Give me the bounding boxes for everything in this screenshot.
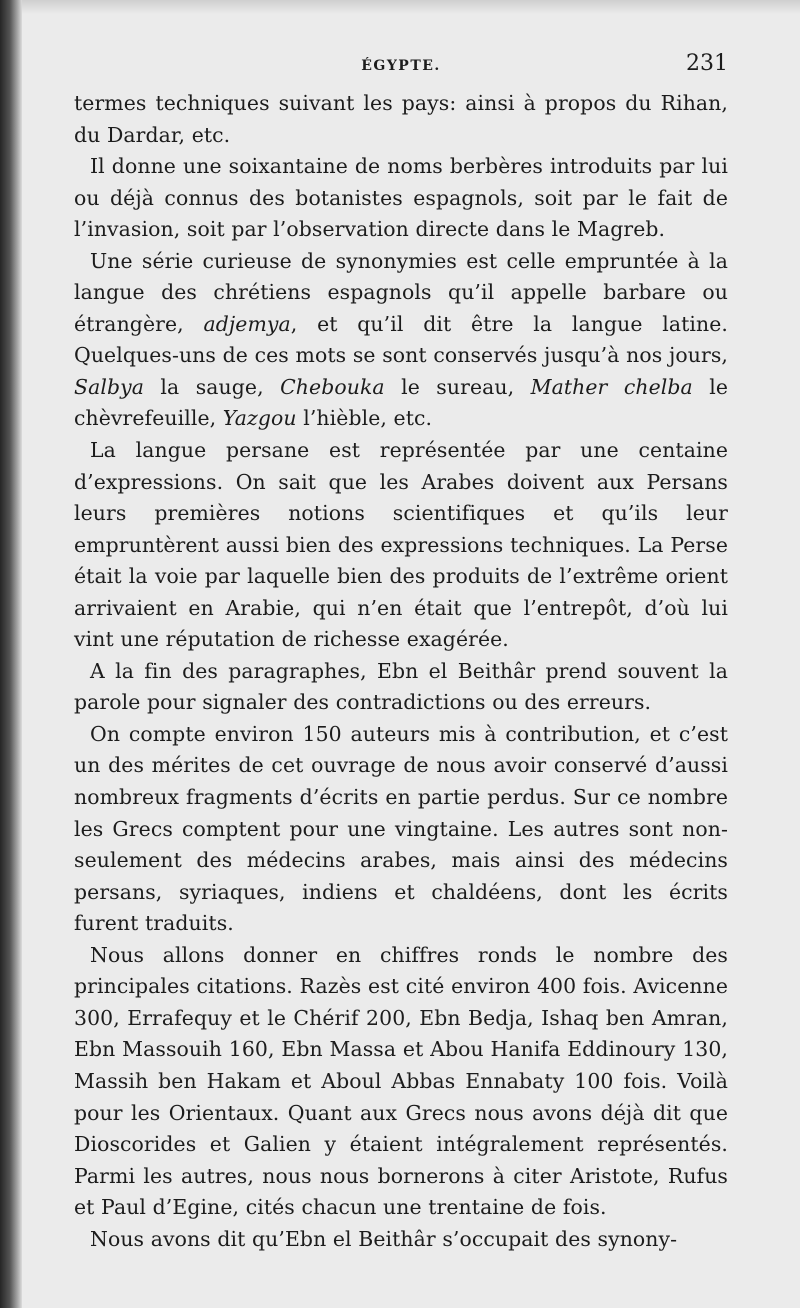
text-segment: le sureau, — [384, 374, 531, 399]
text-segment: On compte environ 150 auteurs mis à contribution, et c’est un des mérites de cet ouvrage de nous avoir conservé d’aussi nombreux fragments d’écrits en partie perdus. Sur ce nombre les Grecs comptent pour une vingtaine. Les autres sont non-seulement des médecins arabes, mais ainsi des médecins persans, syriaques, indiens et chaldéens, dont les écrits furent traduits. — [74, 721, 728, 936]
page-binding-edge — [0, 0, 22, 1308]
page-number: 231 — [686, 51, 728, 76]
italic-term: Salbya — [74, 374, 144, 399]
paragraph — [74, 719, 728, 940]
text-segment: , et qu’il dit être la langue latine. Quelques-uns de ces mots se sont conservés jusqu’à nos jours, — [74, 311, 729, 368]
italic-term: adjemya — [203, 311, 291, 336]
paragraph — [74, 656, 728, 719]
paragraph — [74, 435, 728, 656]
text-segment: Il donne une soixantaine de noms berbères introduits par lui ou déjà connus des botanistes espagnols, soit par le fait de l’invasion, soit par l’observation directe dans le Magreb. — [74, 154, 728, 242]
text-segment: Nous allons donner en chiffres ronds le nombre des principales citations. Razès est cité environ 400 fois. Avicenne 300, Errafequy et le Chérif 200, Ebn Bedja, Ishaq ben Amran, Ebn Massouih 160, Ebn Massa et Abou Hanifa Eddinoury 130, Massih ben Hakam et Aboul Abbas Ennabaty 100 fois. Voilà pour les Orientaux. Quant aux Grecs nous avons déjà dit que Dioscorides et Galien y étaient intégralement représentés. Parmi les autres, nous nous bornerons à citer Aristote, Rufus et Paul d’Egine, cités chacun une trentaine de fois. — [74, 942, 728, 1220]
page-header — [74, 48, 728, 88]
text-segment: Une série curieuse de synonymies est celle empruntée à la langue des chrétiens espagnols qu’il appelle barbare ou étrangère, — [74, 248, 728, 336]
running-title: ÉGYPTE. — [361, 58, 441, 74]
text-segment: Nous avons dit qu’Ebn el Beithâr s’occupait des synony- — [90, 1226, 678, 1251]
paragraph — [74, 151, 728, 246]
italic-term: Chebouka — [280, 374, 385, 399]
paragraph — [74, 940, 728, 1224]
text-segment: la sauge, — [143, 374, 281, 399]
book-page — [74, 48, 728, 1255]
text-segment: le chèvrefeuille, — [74, 374, 728, 431]
text-segment: A la fin des paragraphes, Ebn el Beithâr prend souvent la parole pour signaler des contradictions ou des erreurs. — [74, 658, 728, 715]
text-segment: l’hièble, etc. — [296, 406, 433, 431]
page-top-shadow — [0, 0, 800, 14]
text-segment: La langue persane est représentée par une centaine d’expressions. On sait que les Arabes doivent aux Persans leurs premières notions scientifiques et qu’ils leur empruntèrent aussi bien des expressions techniques. La Perse était la voie par laquelle bien des produits de l’extrême orient arrivaient en Arabie, qui n’en était que l’entrepôt, d’où lui vint une réputation de richesse exagérée. — [74, 438, 728, 652]
italic-term: Mather chelba — [530, 374, 693, 399]
paragraph — [74, 246, 728, 435]
text-segment: termes techniques suivant les pays: ainsi à propos du Rihan, du Dardar, etc. — [74, 91, 728, 147]
italic-term: Yazgou — [222, 406, 297, 431]
paragraph — [74, 1224, 728, 1256]
body-text — [74, 88, 728, 1255]
paragraph — [74, 88, 728, 151]
